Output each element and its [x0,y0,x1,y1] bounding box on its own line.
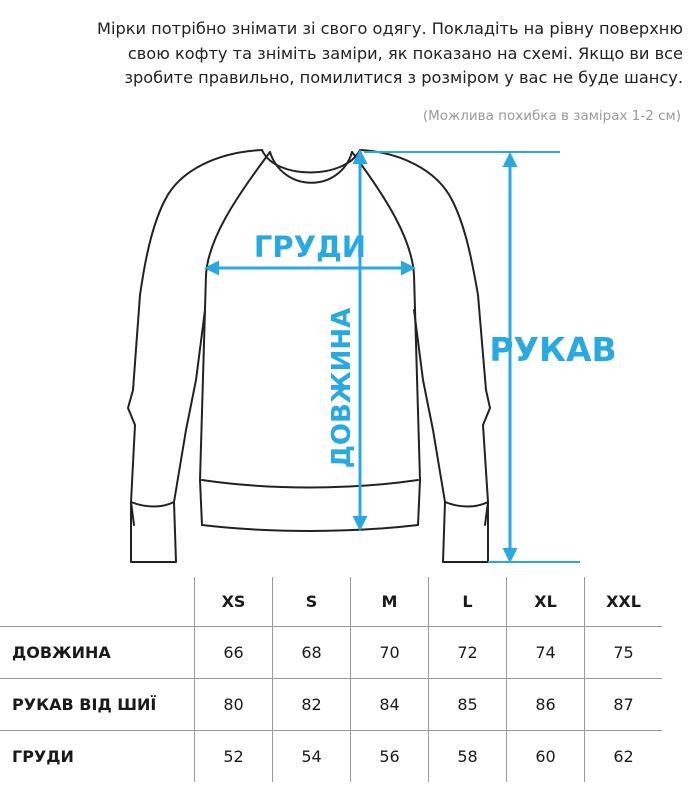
row-label: ГРУДИ [0,731,195,783]
table-corner-cell [0,577,195,627]
size-header: S [273,577,351,627]
table-cell: 84 [351,679,429,731]
table-header-row [0,577,662,627]
table-cell: 68 [273,627,351,679]
table-cell: 85 [429,679,507,731]
sweater-outline [128,150,490,562]
sweater-measurement-diagram [0,130,693,580]
table-row [0,627,662,679]
sleeve-label: РУКАВ [489,330,617,369]
table-cell: 62 [585,731,663,783]
intro-line: Мірки потрібно знімати зі свого одягу. Покладіть на рівну поверхню [96,19,683,38]
size-header: L [429,577,507,627]
table-cell: 87 [585,679,663,731]
row-label: ДОВЖИНА [0,627,195,679]
table-cell: 58 [429,731,507,783]
size-header: XL [507,577,585,627]
row-label: РУКАВ ВІД ШИЇ [0,679,195,731]
intro-text [23,17,683,91]
table-cell: 72 [429,627,507,679]
size-header: XS [195,577,273,627]
table-cell: 66 [195,627,273,679]
table-cell: 75 [585,627,663,679]
measurement-note: (Можлива похибка в замірах 1-2 см) [422,108,681,124]
size-chart-table [0,577,662,782]
table-cell: 74 [507,627,585,679]
table-cell: 80 [195,679,273,731]
table-cell: 70 [351,627,429,679]
table-cell: 54 [273,731,351,783]
intro-line: свою кофту та зніміть заміри, як показано на схемі. Якщо ви все [127,43,683,63]
chest-label: ГРУДИ [253,230,367,264]
size-header: M [351,577,429,627]
size-header: XXL [585,577,663,627]
table-row [0,731,662,783]
intro-line: зробите правильно, помилитися з розміром у вас не буде шансу. [124,68,683,88]
table-row [0,679,662,731]
table-cell: 86 [507,679,585,731]
table-cell: 60 [507,731,585,783]
table-cell: 82 [273,679,351,731]
table-cell: 52 [195,731,273,783]
length-label: ДОВЖИНА [327,307,357,469]
table-cell: 56 [351,731,429,783]
